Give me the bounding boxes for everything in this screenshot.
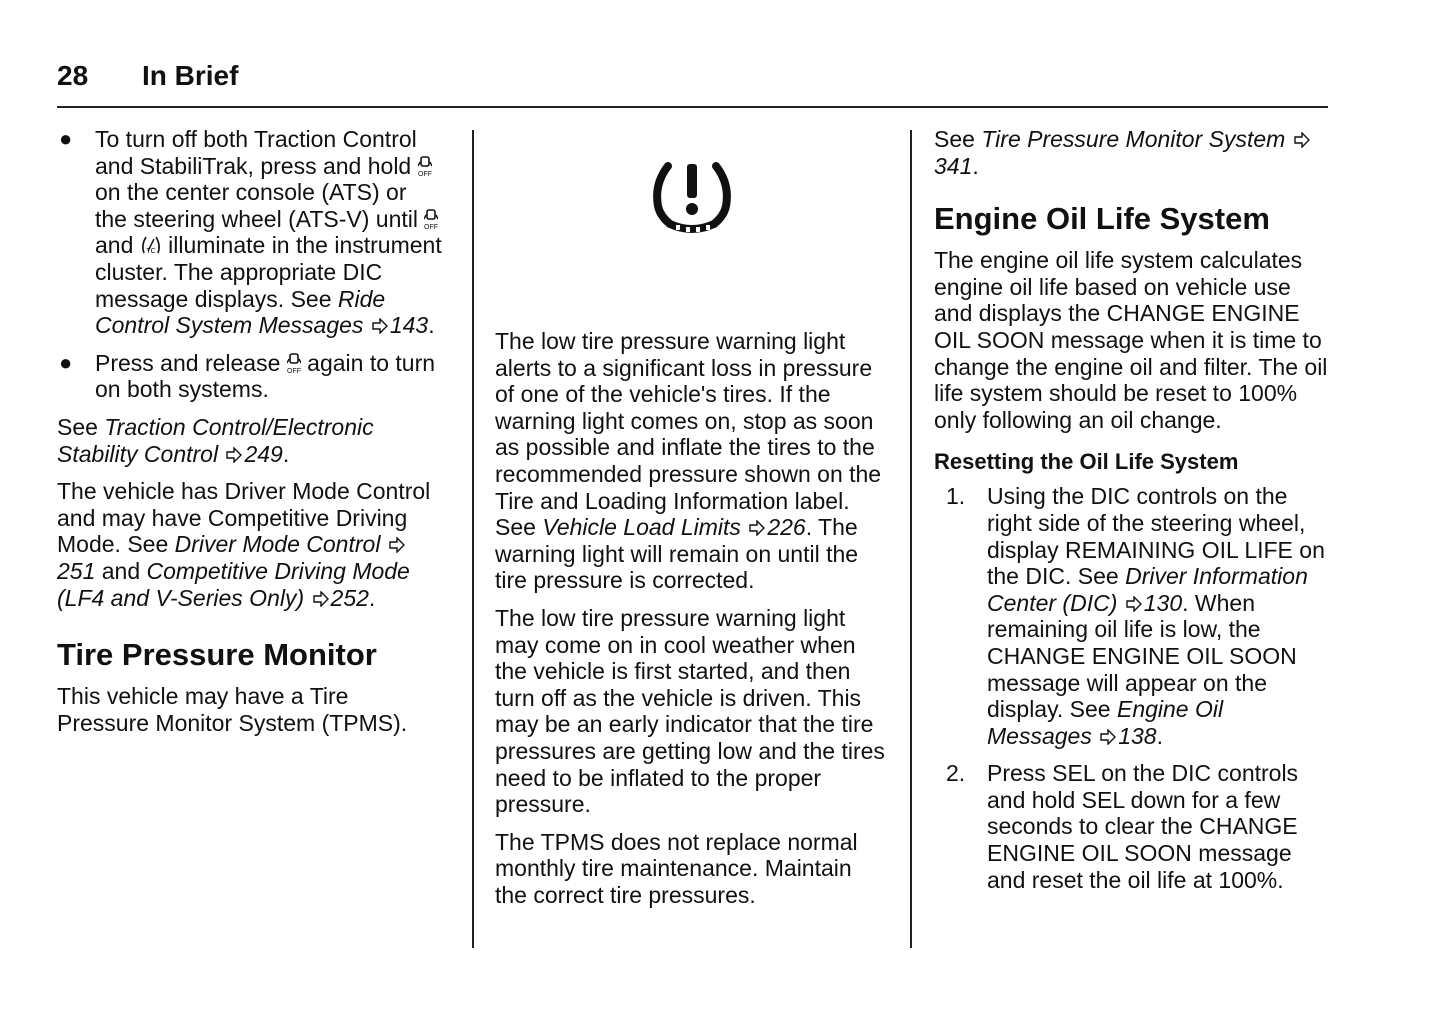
- tpm-intro-paragraph: This vehicle may have a Tire Pressure Monitor System (TPMS).: [57, 683, 408, 736]
- column-divider-1: [472, 130, 474, 948]
- tpms-maintenance-paragraph: The TPMS does not replace normal monthly tire maintenance. Maintain the correct tire pressures.: [495, 828, 858, 908]
- tpms-warning-paragraph: The low tire pressure warning light alerts to a significant loss in pressure of one of the vehicle's tires. If the warning light comes on, stop as soon as possible and inflate the tires to the recommended pressure shown on the Tire and Loading Information label. See Vehicle Load Limits 226. The warning light will remain on until the tire pressure is corrected.: [495, 328, 882, 594]
- cross-reference[interactable]: Ride Control System Messages: [95, 285, 386, 339]
- see-traction-paragraph: See Traction Control/Electronic Stability Control 249.: [57, 413, 374, 467]
- section-title: In Brief: [142, 60, 239, 91]
- svg-text:OFF: OFF: [286, 367, 301, 375]
- column-2: [495, 126, 890, 919]
- tire-icon-container: [495, 154, 890, 328]
- tire-pressure-warning-icon: [650, 154, 734, 238]
- page-reference-arrow-icon: [313, 591, 329, 607]
- page-reference-arrow-icon: [372, 318, 388, 334]
- list-item: 2. Press SEL on the DIC controls and hold SEL down for a few seconds to clear the CHANGE ENGINE OIL SOON message and reset the oil life at 100%.: [946, 760, 1299, 893]
- bullet-icon: ●: [59, 126, 73, 151]
- cross-reference[interactable]: Driver Information Center (DIC): [987, 563, 1308, 616]
- cross-reference[interactable]: Competitive Driving Mode (LF4 and V-Series Only): [57, 557, 410, 611]
- cross-reference[interactable]: Engine Oil Messages: [987, 696, 1224, 749]
- page-reference-arrow-icon: [749, 520, 765, 536]
- traction-off-icon: [418, 156, 432, 178]
- traction-off-icon: [287, 353, 301, 375]
- column-1: [57, 126, 442, 747]
- cross-reference[interactable]: Traction Control/Electronic Stability Control: [57, 413, 374, 467]
- page-header: [57, 60, 1327, 96]
- driver-mode-paragraph: The vehicle has Driver Mode Control and may have Competitive Driving Mode. See Driver Mode Control 251 and Competitive Driving Mode (LF4 and V-Series Only) 252.: [57, 478, 431, 611]
- resetting-oil-life-heading: Resetting the Oil Life System: [934, 449, 1239, 475]
- bullet-icon: ●: [59, 349, 73, 375]
- cross-reference[interactable]: Driver Mode Control: [174, 531, 381, 558]
- column-divider-2: [910, 130, 912, 948]
- page-reference-arrow-icon: [389, 537, 405, 553]
- cross-reference[interactable]: Tire Pressure Monitor System: [981, 126, 1286, 152]
- svg-text:OFF: OFF: [424, 223, 439, 231]
- list-item: ● To turn off both Traction Control and StabiliTrak, press and hold OFF on the center console (ATS) or the steering wheel (ATS-V) until OFF and TC illuminate in the instrument cluster. The appropriate DIC message displays. See Ride Control System Messages 143.: [59, 126, 442, 339]
- traction-off-icon: [424, 209, 438, 231]
- svg-text:OFF: OFF: [417, 170, 432, 178]
- traction-control-icon: [140, 233, 162, 257]
- page-reference-arrow-icon: [226, 447, 242, 463]
- page-reference-arrow-icon: [1126, 596, 1142, 612]
- tire-pressure-monitor-heading: Tire Pressure Monitor: [57, 637, 377, 673]
- tpms-cold-weather-paragraph: The low tire pressure warning light may come on in cool weather when the vehicle is first started, and then turn off as the vehicle is driven. This may be an early indicator that the tire pressures are getting low and the tires need to be inflated to the proper pressure.: [495, 604, 885, 818]
- page-reference-arrow-icon: [1294, 132, 1310, 148]
- engine-oil-life-heading: Engine Oil Life System: [934, 201, 1270, 237]
- oil-life-intro-paragraph: The engine oil life system calculates engine oil life based on vehicle use and displays the CHANGE ENGINE OIL SOON message when it is time to change the engine oil and filter. The oil life system should be reset to 100% only following an oil change.: [934, 247, 1328, 433]
- page-reference-arrow-icon: [1100, 729, 1116, 745]
- list-item: 1. Using the DIC controls on the right side of the steering wheel, display REMAINING OIL LIFE on the DIC. See Driver Information Center (DIC) 130. When remaining oil life is low, the CHANGE ENGINE OIL SOON message will appear on the display. See Engine Oil Messages 138.: [946, 483, 1325, 749]
- list-item: ● Press and release OFF again to turn on both systems.: [59, 349, 436, 403]
- see-tpms-paragraph: See Tire Pressure Monitor System 341.: [934, 126, 1332, 179]
- column-3: [934, 126, 1332, 904]
- page-number: 28: [57, 60, 89, 91]
- svg-text:TC: TC: [146, 248, 156, 256]
- cross-reference[interactable]: Vehicle Load Limits: [542, 514, 741, 541]
- header-rule: [57, 106, 1328, 108]
